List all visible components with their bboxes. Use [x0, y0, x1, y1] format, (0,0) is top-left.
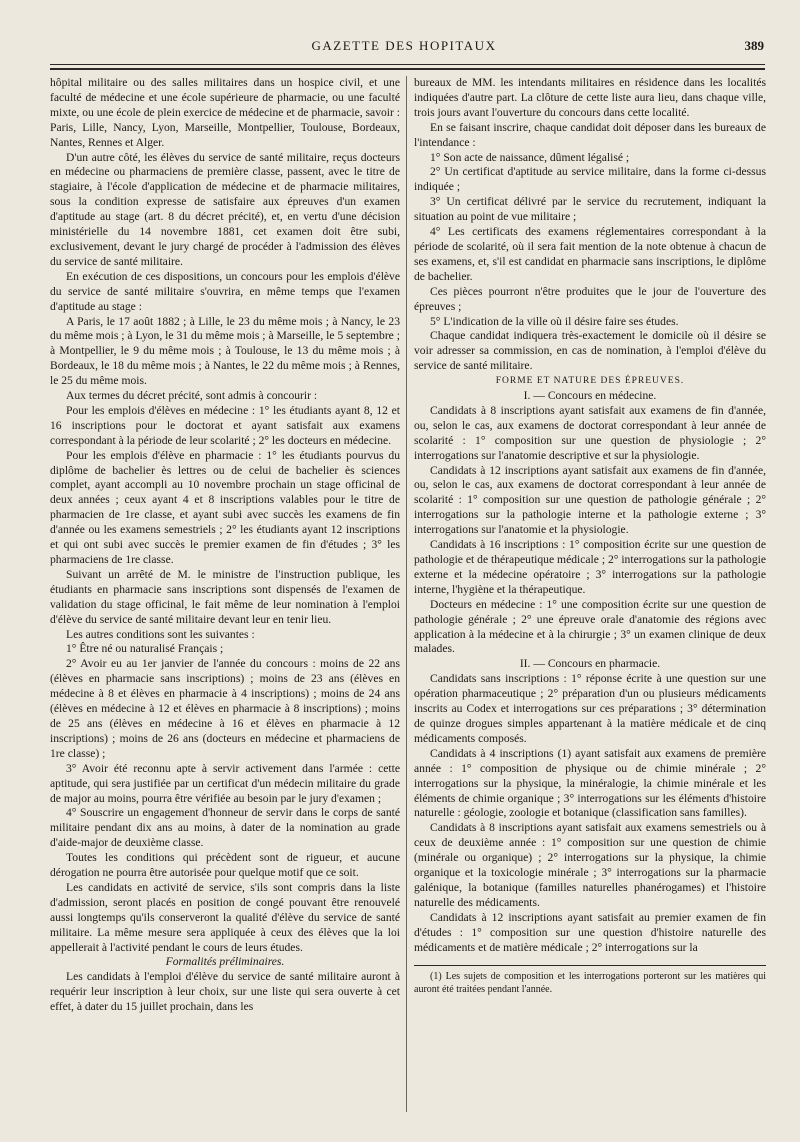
paragraph: Candidats sans inscriptions : 1° réponse écrite à une question sur une opération pharmaceutique ; 2° préparation d'un ou plusieurs médicaments inscrits au Codex et interrogations sur ces préparations ; 3° détermination de quinze drogues simples appartenant à la matière médicale et de cinq médicaments composés. [414, 672, 766, 745]
paragraph: 2° Un certificat d'aptitude au service militaire, dans la forme ci-dessus indiquée ; [414, 165, 766, 194]
paragraph: En se faisant inscrire, chaque candidat doit déposer dans les bureaux de l'intendance : [414, 120, 766, 149]
right-paragraphs-3 [414, 672, 766, 955]
paragraph: bureaux de MM. les intendants militaires en résidence dans les localités indiquées d'autre part. La clôture de cette liste aura lieu, dans chaque ville, trois jours avant l'ouverture du concours dans cette localité. [414, 76, 766, 119]
paragraph: 2° Avoir eu au 1er janvier de l'année du concours : moins de 22 ans (élèves en pharmacie sans inscriptions) ; moins de 23 ans (élèves en médecine à 8 et élèves en pharmacie à 4 inscriptions) ; moins de 24 ans (élèves en médecine à 12 et élèves en pharmacie à 8 inscriptions) ; moins de 25 ans (élèves en médecine à 16 et élèves en pharmacie à 12 inscriptions) ; moins de 26 ans (docteurs en médecine et pharmaciens de 1re classe) ; [50, 657, 400, 760]
paragraph: 1° Être né ou naturalisé Français ; [66, 642, 224, 656]
subheading-medecine-text: I. — Concours en médecine. [523, 389, 657, 403]
right-paragraphs-1 [414, 76, 766, 374]
paragraph: 5° L'indication de la ville où il désire faire ses études. [430, 314, 679, 328]
paragraph: Chaque candidat indiquera très-exactement le domicile où il désire se voir adresser sa commission, en cas de nomination, à l'emploi d'élève du service de santé militaire. [414, 329, 766, 373]
section-heading-epreuves: FORME ET NATURE DES ÉPREUVES. [495, 376, 685, 387]
paragraph: 4° Souscrire un engagement d'honneur de servir dans le corps de santé militaire pendant dix ans au moins, à dater de la nomination au grade d'aide-major de deuxième classe. [50, 806, 400, 850]
right-column [414, 76, 766, 996]
footnote: (1) Les sujets de composition et les interrogations porteront sur les matières qui auront été traitées pendant l'année. [414, 971, 766, 996]
paragraph: Candidats à 8 inscriptions ayant satisfait aux examens de fin d'année, ou, selon le cas, aux examens de doctorat correspondant à leur année de scolarité : 1° composition sur une question de physiologie ; 2° interrogations sur l'anatomie descriptive et sur la physiologie. [414, 403, 766, 462]
paragraph: Suivant un arrêté de M. le ministre de l'instruction publique, les étudiants en pharmacie sans inscriptions sont dispensés de l'examen de validation du stage officinal, le fait même de leur nomination à l'emploi d'élève du service de santé militaire devant leur en tenir lieu. [50, 567, 400, 626]
paragraph: Toutes les conditions qui précèdent sont de rigueur, et aucune dérogation ne pourra être autorisée pour quelque motif que ce soit. [50, 851, 400, 880]
paragraph: 4° Les certificats des examens réglementaires correspondant à la période de scolarité, où il sera fait mention de la note obtenue à chacun de ses examens, et, s'il est candidat en pharmacie sans inscriptions, le diplôme de bachelier. [414, 225, 766, 283]
header-rule-thick [50, 68, 765, 70]
paragraph: Les autres conditions sont les suivantes : [66, 627, 255, 641]
paragraph: hôpital militaire ou des salles militaires dans un hospice civil, et une faculté de médecine et une école supérieure de pharmacie, ou une faculté mixte, ou une école de plein exercice de médecine et de pharmacie, savoir : Paris, Lille, Nancy, Lyon, Marseille, Montpellier, Toulouse, Bordeaux, Nantes, Rennes et Alger. [50, 76, 400, 149]
header-rule-thin [50, 64, 765, 65]
paragraph: Les candidats à l'emploi d'élève du service de santé militaire auront à requérir leur inscription à leur choix, sur une liste qui sera ouverte à cet effet, à dater du 15 juillet prochain, dans les [50, 970, 400, 1014]
left-paragraphs [50, 76, 400, 955]
paragraph: 1° Son acte de naissance, dûment légalisé ; [430, 150, 630, 164]
page-header [44, 36, 764, 56]
paragraph: 3° Avoir été reconnu apte à servir activement dans l'armée : cette aptitude, qui sera justifiée par un certificat d'un médecin militaire du grade de major au moins, pourra être vérifiée au besoin par le jury d'examen ; [50, 761, 400, 805]
paragraph: Candidats à 12 inscriptions ayant satisfait au premier examen de fin d'études : 1° composition sur une question d'histoire naturelle des médicaments et de matière médicale ; 2° interrogations sur la [414, 910, 766, 954]
paragraph: Ces pièces pourront n'être produites que le jour de l'ouverture des épreuves ; [414, 284, 766, 313]
paragraph: Les candidats en activité de service, s'ils sont compris dans la liste d'admission, seront placés en position de congé pouvant être renouvelé aussi longtemps qu'ils conserveront la qualité d'élève du service de santé militaire. La même mesure sera appliquée à ceux des élèves que la loi appellerait à l'activité pendant le cours de leurs études. [50, 880, 400, 954]
running-title: GAZETTE DES HOPITAUX [311, 38, 497, 53]
paragraph: Candidats à 4 inscriptions (1) ayant satisfait aux examens de première année : 1° composition de physique ou de chimie minérale ; 2° interrogations sur la physique, la minéralogie, la chimie minérale et les éléments de chimie organique ; 3° interrogations sur les éléments d'histoire naturelle : géologie, zoologie et botanique (classification sans familles). [414, 746, 766, 820]
column-divider [406, 76, 407, 1112]
paragraph: Aux termes du décret précité, sont admis à concourir : [66, 389, 318, 403]
left-column [50, 76, 400, 1015]
paragraph: A Paris, le 17 août 1882 ; à Lille, le 23 du même mois ; à Nancy, le 23 du même mois ; à Lyon, le 31 du même mois ; à Marseille, le 5 septembre ; à Montpellier, le 9 du même mois ; à Toulouse, le 13 du même mois ; à Bordeaux, le 18 du même mois ; à Nantes, le 22 du même mois ; à Rennes, le 25 du même mois. [50, 314, 400, 388]
paragraph: D'un autre côté, les élèves du service de santé militaire, reçus docteurs en médecine ou pharmaciens de première classe, passent, avec le titre de stagiaire, à l'école d'application de médecine et de pharmacie militaires, sous la condition expresse de satisfaire aux épreuves d'un examen d'aptitude au stage (art. 8 du décret précité), et, en vertu d'une décision ministérielle du 14 novembre 1881, cet examen doit être subi, exclusivement, devant le jury chargé de procéder à l'admission des élèves du service de santé militaire. [50, 150, 400, 268]
subheading-pharmacie-text: II. — Concours en pharmacie. [519, 657, 661, 671]
paragraph: Candidats à 8 inscriptions ayant satisfait aux examens semestriels ou à ceux de deuxième année : 1° composition sur une question de chimie (minérale ou organique) ; 2° interrogations sur la physique, la chimie organique et la toxicologie minérale ; 3° interrogations sur la pharmacie galénique, la botanique (familles naturelles phanérogames) et l'histoire naturelle des médicaments. [414, 821, 766, 909]
section-heading-formalites: Formalités préliminaires. [165, 955, 285, 969]
paragraph: Pour les emplois d'élèves en médecine : 1° les étudiants ayant 8, 12 et 16 inscriptions pour le doctorat et ayant satisfait aux examens correspondant à la période de leur scolarité ; 2° les docteurs en médecine. [50, 403, 400, 447]
paragraph: 3° Un certificat délivré par le service du recrutement, indiquant la situation au point de vue militaire ; [414, 195, 766, 224]
subheading-medecine [414, 389, 766, 404]
right-paragraphs-2 [414, 404, 766, 657]
footnote-rule [414, 965, 766, 966]
paragraph: Docteurs en médecine : 1° une composition écrite sur une question de pathologie générale ; 2° une épreuve orale d'anatomie des régions avec application à la médecine et à la chirurgie ; 3° un examen clinique de deux malades. [414, 597, 766, 656]
page-number: 389 [744, 38, 764, 53]
paragraph: En exécution de ces dispositions, un concours pour les emplois d'élève du service de santé militaire s'ouvrira, en même temps que l'examen d'aptitude au stage : [50, 269, 400, 313]
subheading-pharmacie [414, 657, 766, 672]
paragraph: Candidats à 12 inscriptions ayant satisfait aux examens de fin d'année, ou, selon le cas, aux examens de doctorat correspondant à leur année de scolarité : 1° composition sur une question de pathologie générale ; 2° interrogations sur la pathologie interne et la pathologie externe ; 3° interrogations sur l'anatomie et la physiologie. [414, 463, 766, 537]
paragraph: Candidats à 16 inscriptions : 1° composition écrite sur une question de pathologie et de thérapeutique médicale ; 2° interrogations sur la pathologie externe et la médecine opératoire ; 3° interrogations sur la pathologie interne, l'hygiène et la thérapeutique. [414, 538, 766, 596]
paragraph: Pour les emplois d'élève en pharmacie : 1° les étudiants pourvus du diplôme de bachelier ès lettres ou de celui de bachelier ès sciences complet, ayant accompli au 10 novembre prochain un stage officinal de deux années ; ceux ayant 4 et 8 inscriptions valables pour le titre de pharmacien de 1re classe, et ayant subi avec succès les examens de fin d'année ou les examens semestriels ; 2° les étudiants ayant 12 inscriptions et qui ont subi avec succès le premier examen de fin d'études ; 3° les pharmaciens de 1re classe. [50, 448, 400, 566]
